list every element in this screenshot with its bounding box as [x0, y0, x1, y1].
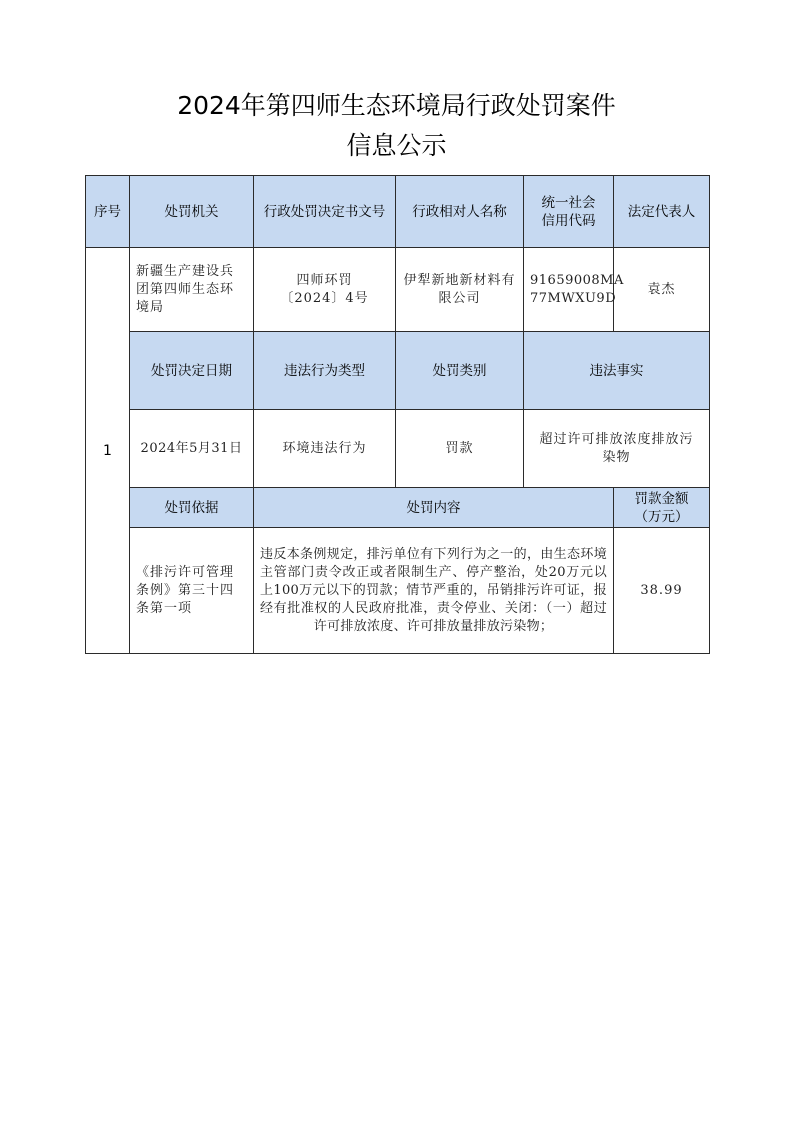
cell-facts: 超过许可排放浓度排放污染物 [524, 410, 710, 488]
page-title: 2024年第四师生态环境局行政处罚案件 [177, 91, 616, 120]
cell-content: 违反本条例规定，排污单位有下列行为之一的，由生态环境主管部门责令改正或者限制生产、停产整治，处20万元以上100万元以下的罚款；情节严重的，吊销排污许可证，报经有批准权的人民政府批准，责令停业、关闭：（一）超过许可排放浓度、许可排放量排放污染物； [254, 528, 614, 654]
page-subtitle: 信息公示 [346, 131, 447, 160]
header-doc-no: 行政处罚决定书文号 [254, 176, 396, 248]
header-penalty-category: 处罚类别 [396, 332, 524, 410]
cell-doc-no: 四师环罚 〔2024〕4号 [254, 248, 396, 332]
header-seq: 序号 [86, 176, 130, 248]
header-content: 处罚内容 [254, 488, 614, 528]
header-credit-code: 统一社会 信用代码 [524, 176, 614, 248]
header-violation-type: 违法行为类型 [254, 332, 396, 410]
header-legal-rep: 法定代表人 [614, 176, 710, 248]
cell-decision-date: 2024年5月31日 [130, 410, 254, 488]
cell-legal-rep: 袁杰 [614, 248, 710, 332]
header-amount: 罚款金额 （万元） [614, 488, 710, 528]
cell-credit-code: 91659008MA 77MWXU9D [524, 248, 614, 332]
cell-party: 伊犁新地新材料有限公司 [396, 248, 524, 332]
header-facts: 违法事实 [524, 332, 710, 410]
header-basis: 处罚依据 [130, 488, 254, 528]
cell-violation-type: 环境违法行为 [254, 410, 396, 488]
cell-seq: 1 [86, 248, 130, 654]
cell-authority: 新疆生产建设兵团第四师生态环境局 [130, 248, 254, 332]
header-party: 行政相对人名称 [396, 176, 524, 248]
header-authority: 处罚机关 [130, 176, 254, 248]
header-decision-date: 处罚决定日期 [130, 332, 254, 410]
cell-basis: 《排污许可管理条例》第三十四条第一项 [130, 528, 254, 654]
penalty-table [85, 175, 710, 654]
cell-penalty-category: 罚款 [396, 410, 524, 488]
cell-amount: 38.99 [614, 528, 710, 654]
